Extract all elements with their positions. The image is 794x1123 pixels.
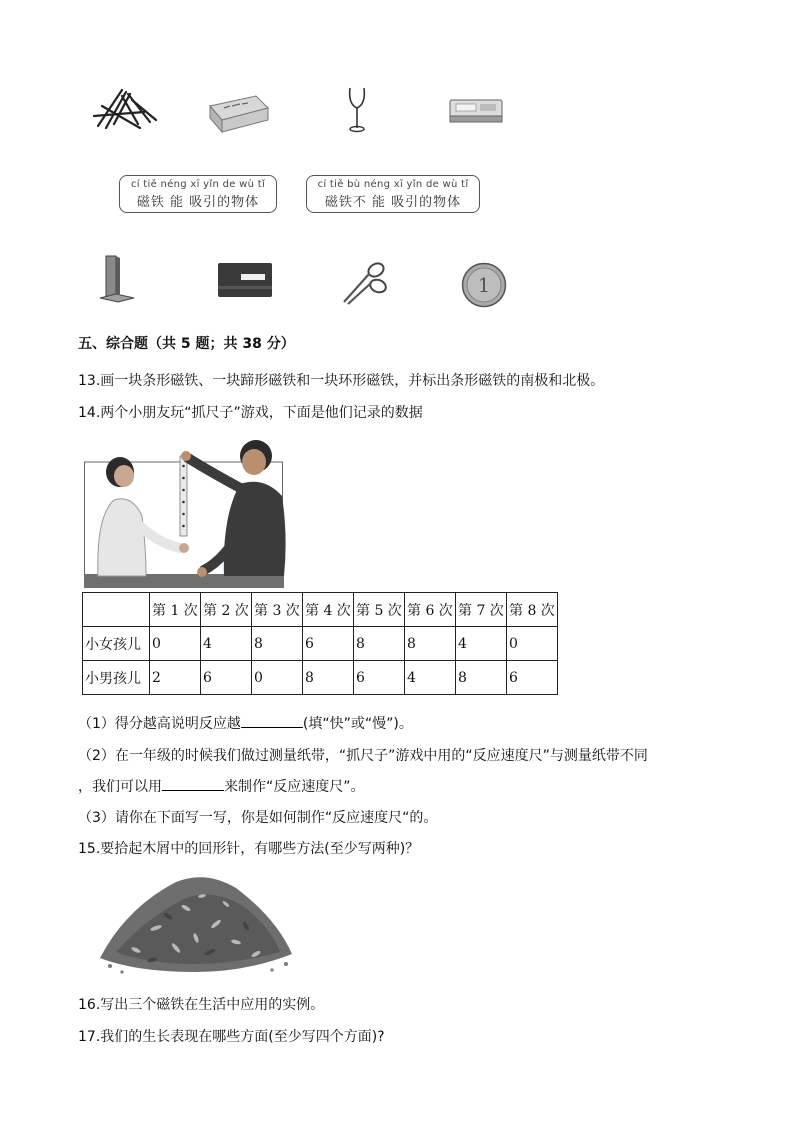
table-row bbox=[83, 661, 558, 695]
q14-2-text-b: 来制作“反应速度尺”。 bbox=[224, 779, 365, 795]
question-15: 15.要拾起木屑中的回形针，有哪些方法(至少写两种)？ bbox=[78, 841, 420, 857]
wine-glass-icon bbox=[344, 86, 370, 134]
table-cell: 6 bbox=[201, 661, 252, 695]
magnetic-objects-label bbox=[119, 175, 277, 213]
question-14: 14.两个小朋友玩“抓尺子”游戏，下面是他们记录的数据 bbox=[78, 405, 423, 421]
question-14-part-2-line-2 bbox=[78, 776, 365, 796]
question-14-part-3: （3）请你在下面写一写，你是如何制作“反应速度尺“的。 bbox=[78, 810, 438, 826]
table-cell: 8 bbox=[405, 627, 456, 661]
table-header-cell: 第 1 次 bbox=[150, 593, 201, 627]
table-cell: 4 bbox=[405, 661, 456, 695]
table-cell: 8 bbox=[354, 627, 405, 661]
table-cell: 0 bbox=[150, 627, 201, 661]
card-icon bbox=[217, 262, 273, 298]
table-header-cell: 第 3 次 bbox=[252, 593, 303, 627]
table-header-row bbox=[83, 593, 558, 627]
ruler-catch-photo bbox=[84, 436, 288, 588]
non-magnetic-text: 磁铁不 能 吸引的物体 bbox=[324, 195, 462, 210]
table-cell: 8 bbox=[456, 661, 507, 695]
table-cell: 4 bbox=[201, 627, 252, 661]
q14-1-text: （1）得分越高说明反应越 bbox=[78, 716, 241, 732]
bookend-icon bbox=[96, 254, 136, 304]
magnetic-text: 磁铁 能 吸引的物体 bbox=[136, 195, 260, 210]
table-cell: 8 bbox=[303, 661, 354, 695]
table-header-cell: 第 7 次 bbox=[456, 593, 507, 627]
row-label-boy: 小男孩儿 bbox=[83, 661, 150, 695]
row-label-girl: 小女孩儿 bbox=[83, 627, 150, 661]
table-cell: 4 bbox=[456, 627, 507, 661]
table-cell: 6 bbox=[303, 627, 354, 661]
question-17: 17.我们的生长表现在哪些方面(至少写四个方面)? bbox=[78, 1029, 385, 1045]
non-magnetic-pinyin: cí tiě bù néng xī yǐn de wù tǐ bbox=[317, 179, 469, 190]
coin-icon bbox=[461, 262, 507, 308]
pencil-box-icon bbox=[448, 94, 504, 128]
q14-2-text-a: ，我们可以用 bbox=[78, 779, 162, 795]
score-table bbox=[82, 592, 558, 695]
table-header-cell: 第 4 次 bbox=[303, 593, 354, 627]
table-header-cell: 第 8 次 bbox=[507, 593, 558, 627]
table-cell: 6 bbox=[507, 661, 558, 695]
table-cell: 8 bbox=[252, 627, 303, 661]
table-header-cell bbox=[83, 593, 150, 627]
wood-shavings-photo bbox=[96, 868, 296, 980]
q14-1-hint: (填“快”或“慢”)。 bbox=[302, 716, 413, 732]
table-cell: 6 bbox=[354, 661, 405, 695]
coin-mark: 1 bbox=[477, 273, 491, 297]
section-title: 五、综合题（共 5 题；共 38 分） bbox=[78, 336, 295, 352]
question-14-part-2-line-1: （2）在一年级的时候我们做过测量纸带，“抓尺子”游戏中用的“反应速度尺”与测量纸带不同 bbox=[78, 748, 648, 764]
answer-blank[interactable] bbox=[241, 713, 303, 728]
answer-blank[interactable] bbox=[162, 776, 224, 791]
table-row bbox=[83, 627, 558, 661]
table-header-cell: 第 2 次 bbox=[201, 593, 252, 627]
magnetic-pinyin: cí tiě néng xī yǐn de wù tǐ bbox=[130, 179, 266, 190]
table-cell: 0 bbox=[252, 661, 303, 695]
question-13: 13.画一块条形磁铁、一块蹄形磁铁和一块环形磁铁，并标出条形磁铁的南极和北极。 bbox=[78, 373, 605, 389]
non-magnetic-objects-label bbox=[306, 175, 480, 213]
nails-icon bbox=[92, 86, 160, 132]
question-16: 16.写出三个磁铁在生活中应用的实例。 bbox=[78, 997, 325, 1013]
table-cell: 0 bbox=[507, 627, 558, 661]
question-14-part-1 bbox=[78, 713, 413, 733]
table-header-cell: 第 5 次 bbox=[354, 593, 405, 627]
eraser-icon bbox=[206, 90, 272, 134]
scissors-icon bbox=[340, 260, 388, 306]
table-header-cell: 第 6 次 bbox=[405, 593, 456, 627]
table-cell: 2 bbox=[150, 661, 201, 695]
